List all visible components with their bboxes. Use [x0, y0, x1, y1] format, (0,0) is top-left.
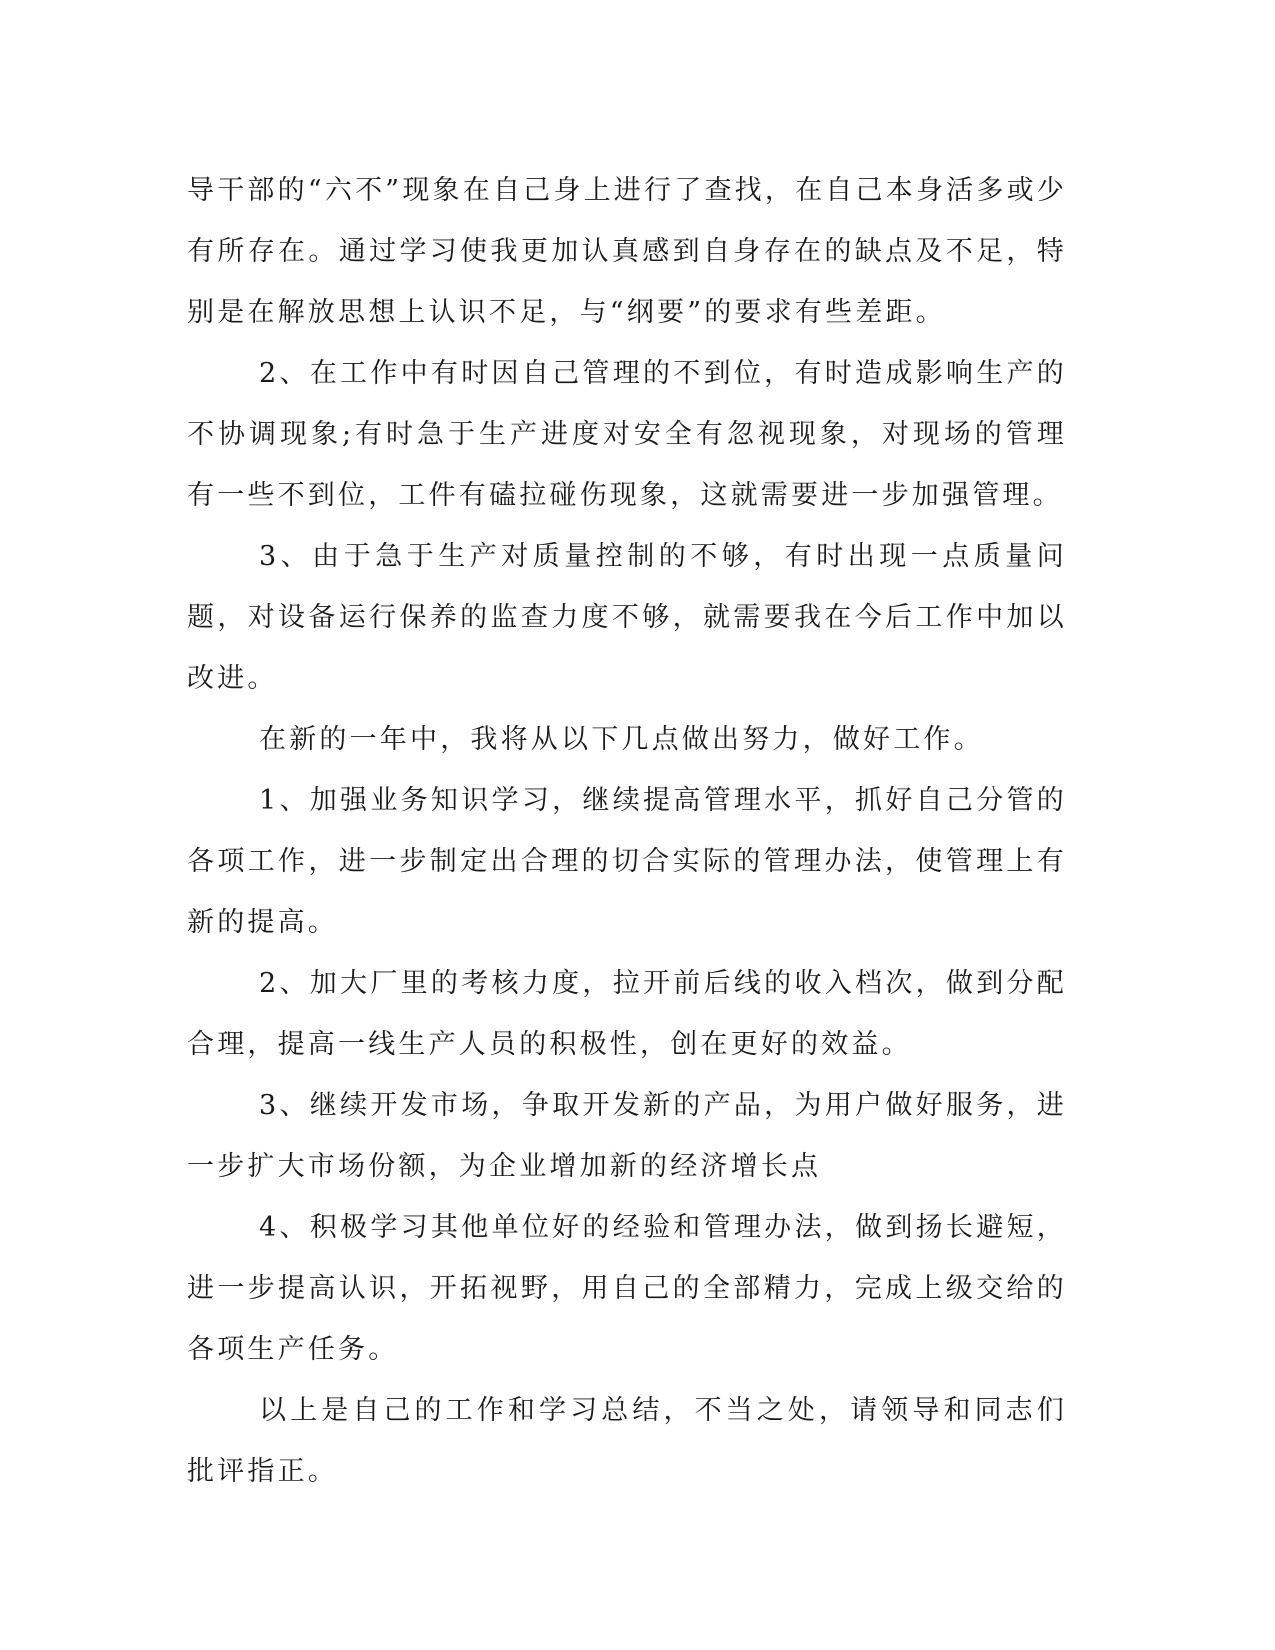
paragraph-closing: 以上是自己的工作和学习总结，不当之处，请领导和同志们批评指正。	[187, 1395, 1067, 1487]
paragraph-issue-3: 3、由于急于生产对质量控制的不够，有时出现一点质量问题，对设备运行保养的监查力度不够，就需要我在今后工作中加以改进。	[187, 541, 1067, 694]
paragraph-plan-4: 4、积极学习其他单位好的经验和管理办法，做到扬长避短，进一步提高认识，开拓视野，用自己的全部精力，完成上级交给的各项生产任务。	[187, 1212, 1067, 1365]
paragraph-continued: 导干部的“六不”现象在自己身上进行了查找，在自己本身活多或少有所存在。通过学习使我更加认真感到自身存在的缺点及不足，特别是在解放思想上认识不足，与“纲要”的要求有些差距。	[187, 175, 1067, 328]
paragraph-plan-3: 3、继续开发市场，争取开发新的产品，为用户做好服务，进一步扩大市场份额，为企业增加新的经济增长点	[187, 1090, 1067, 1182]
paragraph-plan-2: 2、加大厂里的考核力度，拉开前后线的收入档次，做到分配合理，提高一线生产人员的积极性，创在更好的效益。	[187, 968, 1067, 1060]
document-body	[187, 160, 1067, 1502]
paragraph-new-year-intro: 在新的一年中，我将从以下几点做出努力，做好工作。	[259, 724, 984, 755]
paragraph-plan-1: 1、加强业务知识学习，继续提高管理水平，抓好自己分管的各项工作，进一步制定出合理的切合实际的管理办法，使管理上有新的提高。	[187, 785, 1067, 938]
paragraph-issue-2: 2、在工作中有时因自己管理的不到位，有时造成影响生产的不协调现象;有时急于生产进度对安全有忽视现象，对现场的管理有一些不到位，工件有磕拉碰伤现象，这就需要进一步加强管理。	[187, 358, 1067, 511]
